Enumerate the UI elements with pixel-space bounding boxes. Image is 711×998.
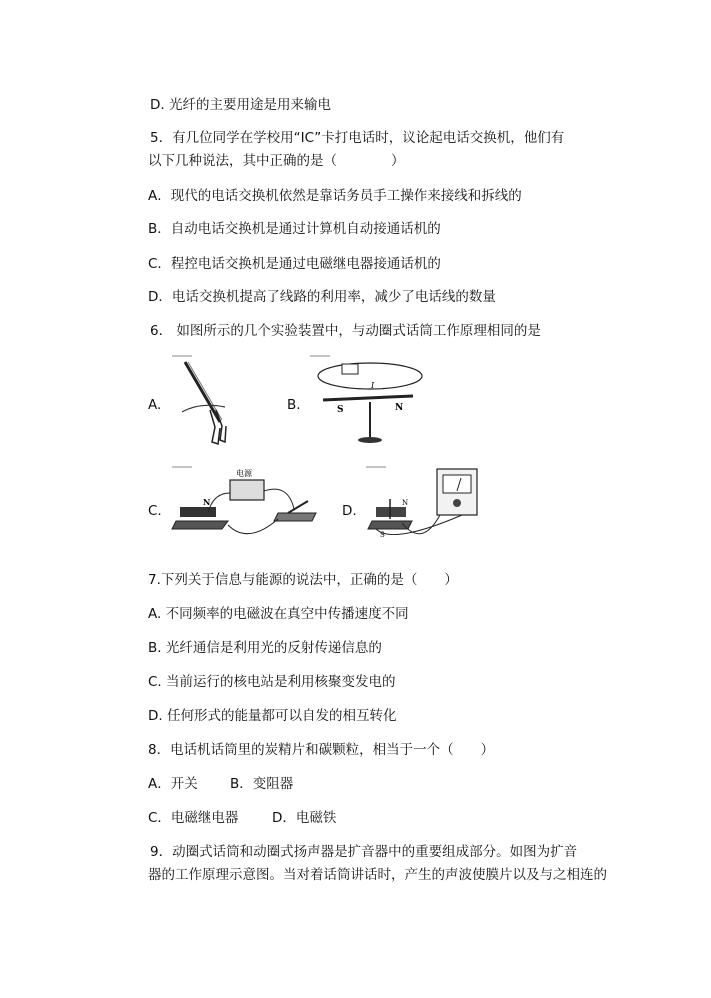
- q6-fig-b-i: I: [371, 381, 375, 390]
- q6-label-d: D.: [342, 503, 357, 519]
- q7-option-a: A. 不同频率的电磁波在真空中传播速度不同: [148, 606, 409, 622]
- q6-label-b: B.: [287, 397, 301, 413]
- q6-figure-a: [170, 352, 250, 452]
- q6-fig-d-s: S: [380, 531, 385, 539]
- q7-stem: 7.下列关于信息与能源的说法中，正确的是（ ）: [148, 572, 458, 588]
- q5-option-d: D．电话交换机提高了线路的利用率，减少了电话线的数量: [148, 289, 496, 305]
- q5-option-c: C．程控电话交换机是通过电磁继电器接通话机的: [148, 256, 441, 272]
- q6-fig-c-n: N: [203, 497, 211, 507]
- q7-option-b: B. 光纤通信是利用光的反射传递信息的: [148, 640, 382, 656]
- q6-figure-a-drawing: [170, 352, 250, 452]
- q6-fig-c-power: 电源: [236, 469, 252, 478]
- q6-stem: 6． 如图所示的几个实验装置中，与动圈式话筒工作原理相同的是: [150, 323, 541, 339]
- q8-option-c: C．电磁继电器: [148, 810, 239, 826]
- q6-label-a: A.: [148, 397, 162, 413]
- q6-fig-b-s: S: [337, 405, 344, 415]
- q4-option-d: D. 光纤的主要用途是用来输电: [150, 97, 331, 113]
- q5-option-b: B．自动电话交换机是通过计算机自动接通话机的: [148, 221, 441, 237]
- q6-figure-b-drawing: [305, 352, 425, 452]
- q7-option-c: C. 当前运行的核电站是利用核聚变发电的: [148, 674, 396, 690]
- q8-stem: 8．电话机话筒里的炭精片和碳颗粒，相当于一个（ ）: [148, 742, 495, 758]
- q8-option-b: B．变阻器: [230, 776, 294, 792]
- q6-label-c: C.: [148, 503, 162, 519]
- q6-fig-b-n: N: [395, 403, 404, 413]
- q7-option-d: D. 任何形式的能量都可以自发的相互转化: [148, 708, 397, 724]
- q6-figure-b: [305, 352, 425, 452]
- q5-stem-line2: 以下几种说法，其中正确的是（ ）: [148, 153, 405, 169]
- q6-figure-d: [362, 463, 492, 548]
- q6-figure-d-drawing: [362, 463, 492, 548]
- q9-stem-line1: 9．动圈式话筒和动圈式扬声器是扩音器中的重要组成部分。如图为扩音: [150, 844, 578, 860]
- q9-stem-line2: 器的工作原理示意图。当对着话筒讲话时，产生的声波使膜片以及与之相连的: [148, 867, 607, 883]
- q6-fig-d-n: N: [402, 499, 409, 507]
- q5-option-a: A．现代的电话交换机依然是靠话务员手工操作来接线和拆线的: [148, 188, 522, 204]
- q6-figure-c: [168, 463, 328, 548]
- q5-stem-line1: 5．有几位同学在学校用“IC”卡打电话时，议论起电话交换机，他们有: [150, 130, 565, 146]
- q8-option-d: D．电磁铁: [272, 810, 337, 826]
- q6-figure-c-drawing: [168, 463, 328, 548]
- q8-option-a: A．开关: [148, 776, 198, 792]
